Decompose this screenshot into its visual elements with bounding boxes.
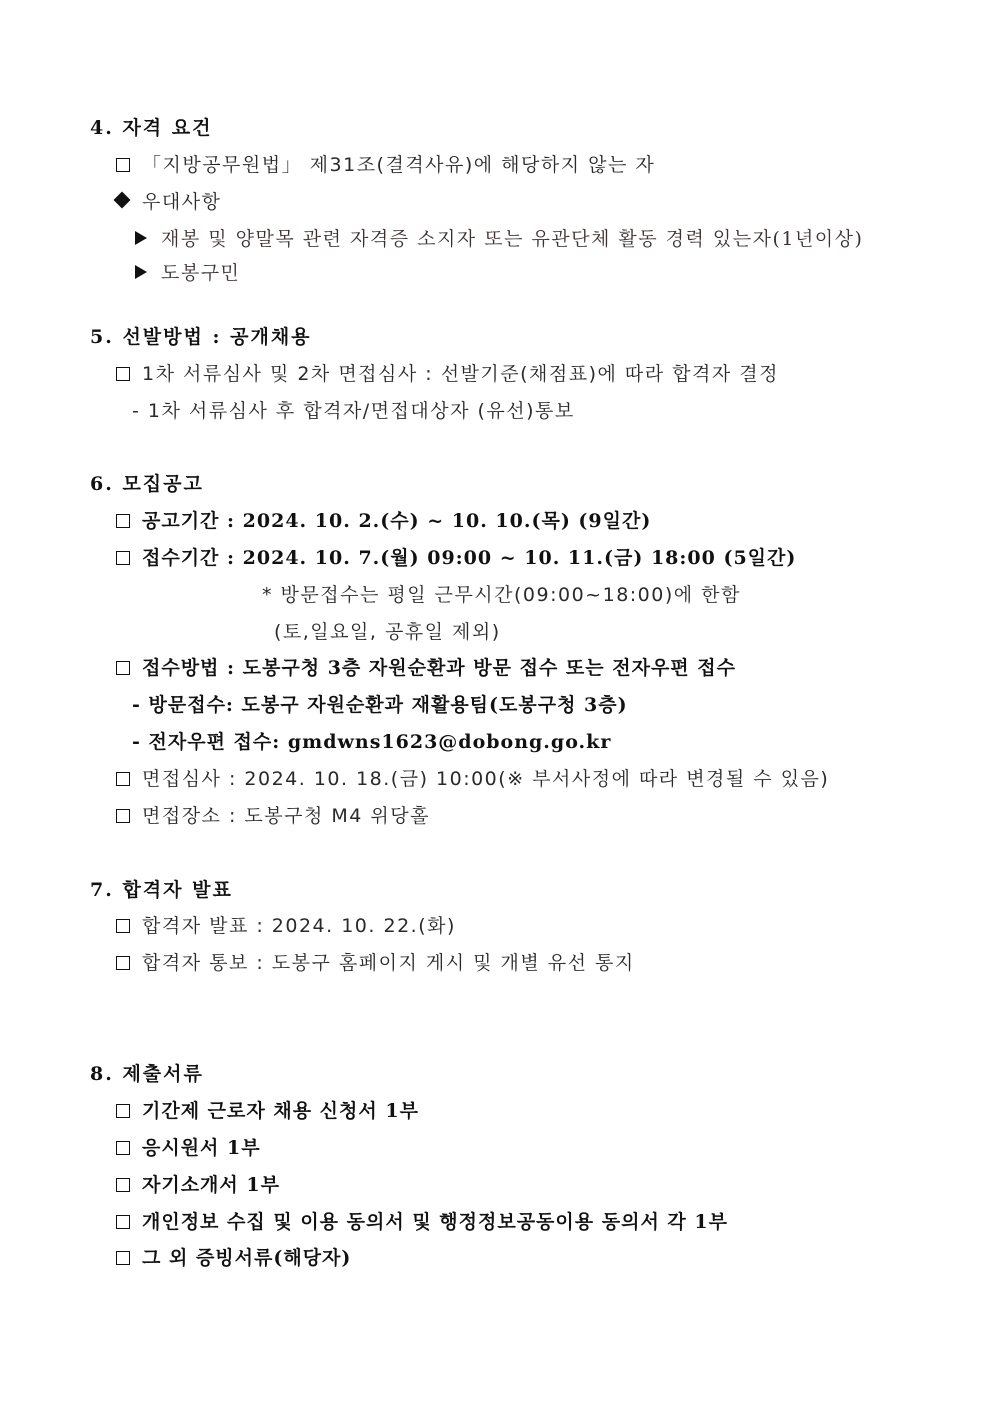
section-6-item-interview-date — [116, 767, 829, 791]
checkbox-icon — [116, 919, 130, 933]
checkbox-icon — [116, 514, 130, 528]
checkbox-icon — [116, 367, 130, 381]
item-text: 그 외 증빙서류(해당자) — [142, 1247, 352, 1269]
triangle-bullet-icon — [135, 231, 147, 245]
checkbox-icon — [116, 661, 130, 675]
item-text: 합격자 통보 : 도봉구 홈페이지 게시 및 개별 유선 통지 — [142, 952, 635, 974]
item-text: 1차 서류심사 및 2차 면접심사 : 선발기준(채점표)에 따라 합격자 결정 — [142, 363, 779, 385]
item-text: 합격자 발표 : 2024. 10. 22.(화) — [142, 915, 456, 937]
section-8-item-supporting-documents — [116, 1246, 351, 1270]
item-text: 자기소개서 1부 — [142, 1174, 280, 1196]
triangle-bullet-icon — [135, 265, 147, 279]
checkbox-icon — [116, 772, 130, 786]
section-6-item-posting-period — [116, 509, 651, 533]
item-text: 재봉 및 양말목 관련 자격증 소지자 또는 유관단체 활동 경력 있는자(1년이상) — [161, 228, 864, 250]
section-4-item-eligibility — [116, 153, 655, 177]
section-6-item-email-application: - 전자우편 접수: gmdwns1623@dobong.go.kr — [132, 731, 612, 753]
section-5-item-notice: - 1차 서류심사 후 합격자/면접대상자 (유선)통보 — [132, 400, 575, 422]
item-text: 응시원서 1부 — [142, 1137, 261, 1159]
section-7-heading: 7. 합격자 발표 — [90, 879, 233, 901]
section-6-note-excluded-days: (토,일요일, 공휴일 제외) — [274, 621, 501, 643]
section-4-heading: 4. 자격 요건 — [90, 117, 213, 139]
checkbox-icon — [116, 956, 130, 970]
checkbox-icon — [116, 1251, 130, 1265]
section-8-item-application-form — [116, 1136, 261, 1160]
section-6-item-interview-place — [116, 804, 430, 828]
item-text: 「지방공무원법」 제31조(결격사유)에 해당하지 않는 자 — [142, 154, 656, 176]
item-text: 공고기간 : 2024. 10. 2.(수) ~ 10. 10.(목) (9일간) — [142, 510, 652, 532]
section-5-item-selection — [116, 362, 779, 386]
preference-item-certification — [135, 227, 863, 251]
checkbox-icon — [116, 809, 130, 823]
item-text: 개인정보 수집 및 이용 동의서 및 행정정보공동이용 동의서 각 1부 — [142, 1211, 728, 1233]
checkbox-icon — [116, 551, 130, 565]
checkbox-icon — [116, 1104, 130, 1118]
preference-heading — [112, 190, 221, 214]
checkbox-icon — [116, 158, 130, 172]
section-8-item-employment-form — [116, 1099, 419, 1123]
preference-label: 우대사항 — [142, 191, 222, 213]
section-8-item-consent-forms — [116, 1210, 728, 1234]
preference-item-resident — [135, 261, 240, 285]
item-text: 면접심사 : 2024. 10. 18.(금) 10:00(※ 부서사정에 따라 변경될 수 있음) — [142, 768, 830, 790]
checkbox-icon — [116, 1215, 130, 1229]
section-6-heading: 6. 모집공고 — [90, 473, 204, 495]
section-6-item-application-method — [116, 656, 736, 680]
section-6-note-visit-hours: * 방문접수는 평일 근무시간(09:00~18:00)에 한함 — [262, 584, 741, 606]
section-7-item-notification — [116, 951, 635, 975]
section-5-heading: 5. 선발방법 : 공개채용 — [90, 326, 312, 348]
section-8-item-self-introduction — [116, 1173, 280, 1197]
item-text: 기간제 근로자 채용 신청서 1부 — [142, 1100, 419, 1122]
item-text: 접수기간 : 2024. 10. 7.(월) 09:00 ~ 10. 11.(금) 18:00 (5일간) — [142, 547, 797, 569]
diamond-icon — [114, 192, 131, 209]
section-6-item-application-period — [116, 546, 796, 570]
section-7-item-announcement-date — [116, 914, 456, 938]
item-text: 면접장소 : 도봉구청 M4 위당홀 — [142, 805, 430, 827]
section-6-item-visit-application: - 방문접수: 도봉구 자원순환과 재활용팀(도봉구청 3층) — [132, 694, 628, 716]
item-text: 도봉구민 — [161, 262, 241, 284]
section-8-heading: 8. 제출서류 — [90, 1063, 204, 1085]
item-text: 접수방법 : 도봉구청 3층 자원순환과 방문 접수 또는 전자우편 접수 — [142, 657, 736, 679]
checkbox-icon — [116, 1178, 130, 1192]
checkbox-icon — [116, 1141, 130, 1155]
